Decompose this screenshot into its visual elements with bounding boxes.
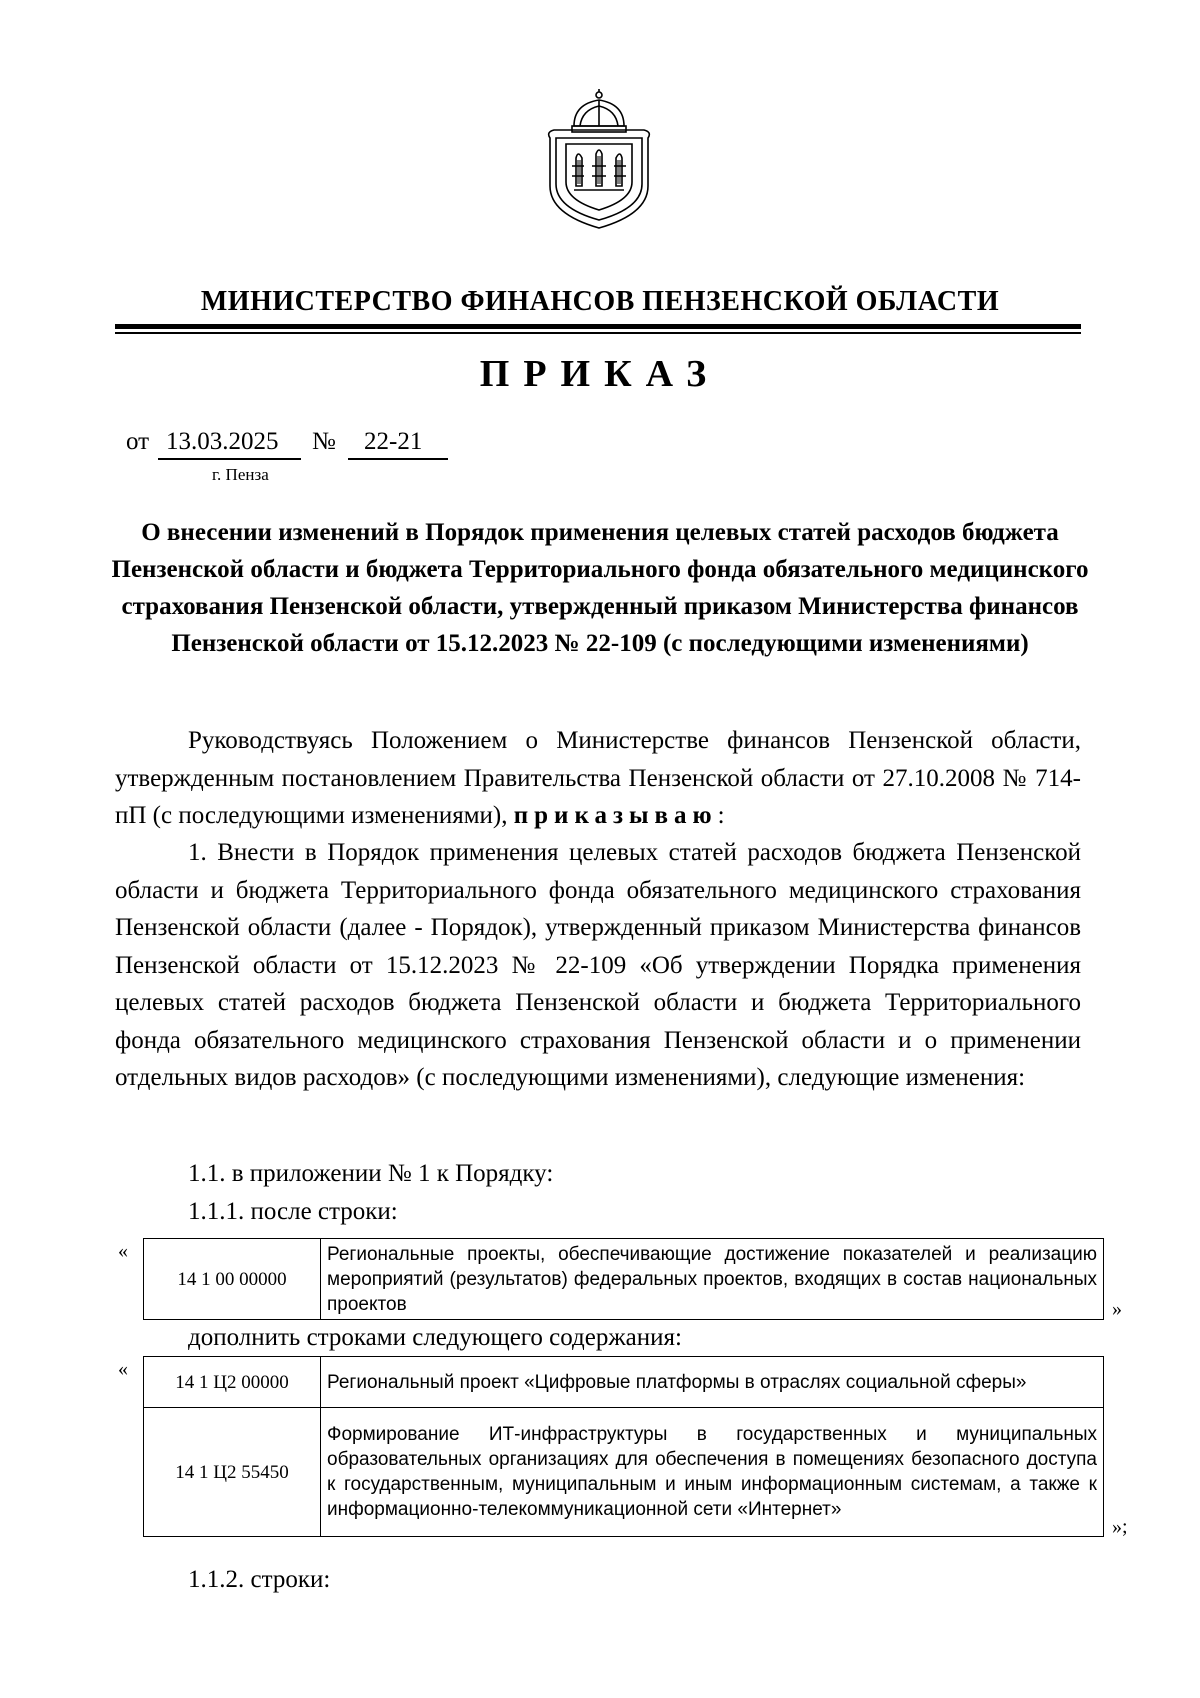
ministry-name: МИНИСТЕРСТВО ФИНАНСОВ ПЕНЗЕНСКОЙ ОБЛАСТИ — [200, 286, 1000, 317]
number-underline — [348, 458, 448, 460]
table1-code-cell: 14 1 00 00000 — [144, 1239, 321, 1320]
number-sign: № — [312, 428, 336, 455]
table1-desc-cell: Региональные проекты, обеспечивающие достижение показателей и реализацию мероприятий (результатов) федеральных проектов, входящих в состав национальных проектов — [321, 1239, 1104, 1320]
supplement-text: дополнить строками следующего содержания: — [188, 1324, 682, 1351]
item-1-1: 1.1. в приложении № 1 к Порядку: — [188, 1160, 554, 1187]
table1 — [143, 1238, 1104, 1320]
preamble-end: : — [717, 802, 725, 829]
preamble-text: Руководствуясь Положением о Министерстве финансов Пензенской области, утвержденным постановлением Правительства Пензенской области от 27.10.2008 № 714-пП (с последующими изменениями), — [115, 727, 1081, 829]
table2-code-cell: 14 1 Ц2 55450 — [144, 1408, 321, 1537]
table1-close-quote: » — [1112, 1298, 1122, 1320]
document-date: 13.03.2025 — [166, 428, 279, 455]
city-label: г. Пенза — [212, 465, 269, 484]
header-rule-thick — [115, 324, 1081, 329]
document-number: 22-21 — [364, 428, 423, 455]
table2-open-quote: « — [118, 1358, 128, 1380]
table2-close-quote: »; — [1112, 1516, 1128, 1538]
table2-desc-cell: Формирование ИТ-инфраструктуры в государственных и муниципальных образовательных организациях для обеспечения в помещениях безопасного доступа к государственным, муниципальным и иным информационным системам, а также к информационно-телекоммуникационной сети «Интернет» — [321, 1408, 1104, 1537]
table2-desc-cell: Региональный проект «Цифровые платформы в отраслях социальной сферы» — [321, 1357, 1104, 1408]
table2-code-cell: 14 1 Ц2 00000 — [144, 1357, 321, 1408]
date-prefix: от — [126, 428, 150, 455]
table1-open-quote: « — [118, 1240, 128, 1262]
document-type-title: ПРИКАЗ — [479, 353, 721, 395]
item-1-1-2: 1.1.2. строки: — [188, 1566, 331, 1593]
coat-of-arms-emblem — [540, 86, 658, 234]
table-row — [144, 1357, 1104, 1408]
table2 — [143, 1356, 1104, 1537]
preamble-paragraph — [115, 722, 1081, 835]
table-row — [144, 1239, 1104, 1320]
order-subject: О внесении изменений в Порядок применения целевых статей расходов бюджета Пензенской области и бюджета Территориального фонда обязательного медицинского страхования Пензенской области, утвержденный приказом Министерства финансов Пензенской области от 15.12.2023 № 22-109 (с последующими изменениями) — [111, 519, 1089, 657]
table-row — [144, 1408, 1104, 1537]
date-underline — [158, 458, 301, 460]
header-rule-thin — [115, 332, 1081, 334]
item-1-1-1: 1.1.1. после строки: — [188, 1198, 398, 1225]
order-word: приказываю — [513, 802, 718, 829]
item-1-paragraph: 1. Внести в Порядок применения целевых статей расходов бюджета Пензенской области и бюджета Территориального фонда обязательного медицинского страхования Пензенской области (далее - Порядок), утвержденный приказом Министерства финансов Пензенской области от 15.12.2023 № 22-109 «Об утверждении Порядка применения целевых статей расходов бюджета Пензенской области и бюджета Территориального фонда обязательного медицинского страхования Пензенской области и о применении отдельных видов расходов» (с последующими изменениями), следующие изменения: — [115, 839, 1081, 1091]
